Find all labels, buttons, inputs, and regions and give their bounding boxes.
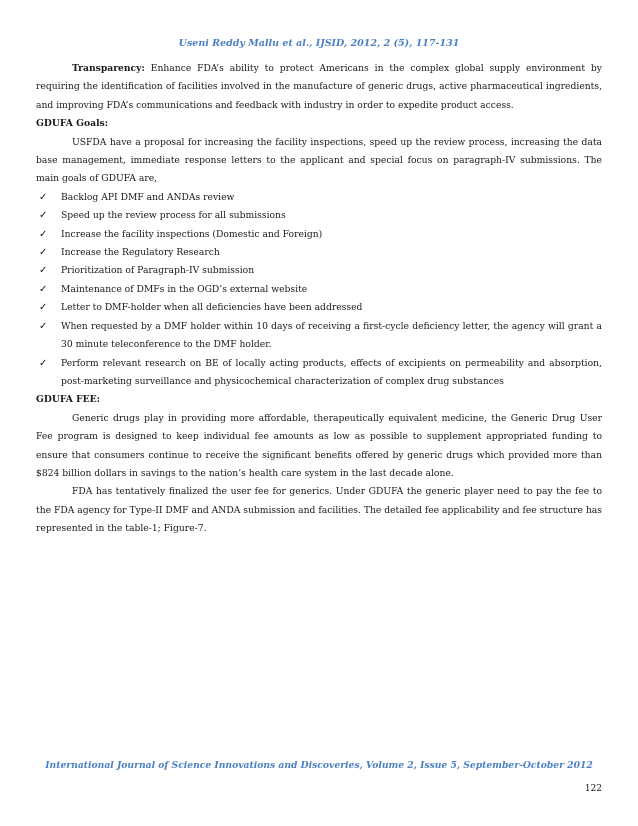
list-item: ✓ Increase the facility inspections (Domestic and Foreign) [36,226,602,244]
fee-paragraph-2: FDA has tentatively finalized the user fee for generics. Under GDUFA the generic player need to pay the fee to the FDA agency for Type-II DMF and ANDA submission and facilities. The detailed fee applicability and fee structure has represented in the table-1; Figure-7. [36,486,602,535]
checkmark-icon: ✓ [39,247,48,259]
fee-paragraph-1: Generic drugs play in providing more affordable, therapeutically equivalent medicine, the Generic Drug User Fee program is designed to keep individual fee amounts as low as possible to supplement appropriated funding to ensure that consumers continue to receive the significant benefits offered by generic drugs which provided more than $824 billion dollars in savings to the nation’s health care system in the last decade alone. [36,412,602,479]
list-item: ✓ Backlog API DMF and ANDAs review [36,189,602,207]
checkmark-icon: ✓ [39,283,48,295]
list-item: ✓ Increase the Regulatory Research [36,244,602,262]
checkmark-icon: ✓ [39,210,48,222]
list-item: ✓ When requested by a DMF holder within 10 days of receiving a first-cycle deficiency letter, the agency will grant a 30 minute teleconference to the DMF holder. [36,318,602,355]
transparency-text: Enhance FDA’s ability to protect Americans in the complex global supply environment by requiring the identification of facilities involved in the manufacture of generic drugs, active pharmaceutical ingredients, and improving FDA’s communications and feedback with industry in order to expedite product access. [36,63,602,111]
list-item: ✓ Perform relevant research on BE of locally acting products, effects of excipients on permeability and absorption, post-marketing surveillance and physicochemical characterization of complex drug substances [36,355,602,392]
checkmark-icon: ✓ [39,191,48,203]
list-item: ✓ Letter to DMF-holder when all deficiencies have been addressed [36,299,602,317]
checkmark-icon: ✓ [39,320,48,332]
list-item: ✓ Speed up the review process for all submissions [36,207,602,225]
fee-heading: GDUFA FEE: [36,394,101,406]
page-number: 122 [584,784,602,794]
list-item: ✓ Prioritization of Paragraph-IV submission [36,262,602,280]
list-item: ✓ Maintenance of DMFs in the OGD’s external website [36,281,602,299]
goals-list [36,189,602,391]
transparency-paragraph [36,60,602,115]
checkmark-icon: ✓ [39,357,48,369]
running-header: Useni Reddy Mallu et al., IJSID, 2012, 2 (5), 117-131 [178,38,460,49]
goals-heading: GDUFA Goals: [36,118,109,130]
goals-intro: USFDA have a proposal for increasing the facility inspections, speed up the review process, increasing the data base management, immediate response letters to the applicant and special focus on paragraph-IV submissions. The main goals of GDUFA are, [36,136,602,185]
checkmark-icon: ✓ [39,265,48,277]
article-body [36,60,602,539]
journal-footer: International Journal of Science Innovations and Discoveries, Volume 2, Issue 5, September-October 2012 [45,760,593,771]
transparency-lead: Transparency: [72,63,145,74]
checkmark-icon: ✓ [39,302,48,314]
checkmark-icon: ✓ [39,228,48,240]
